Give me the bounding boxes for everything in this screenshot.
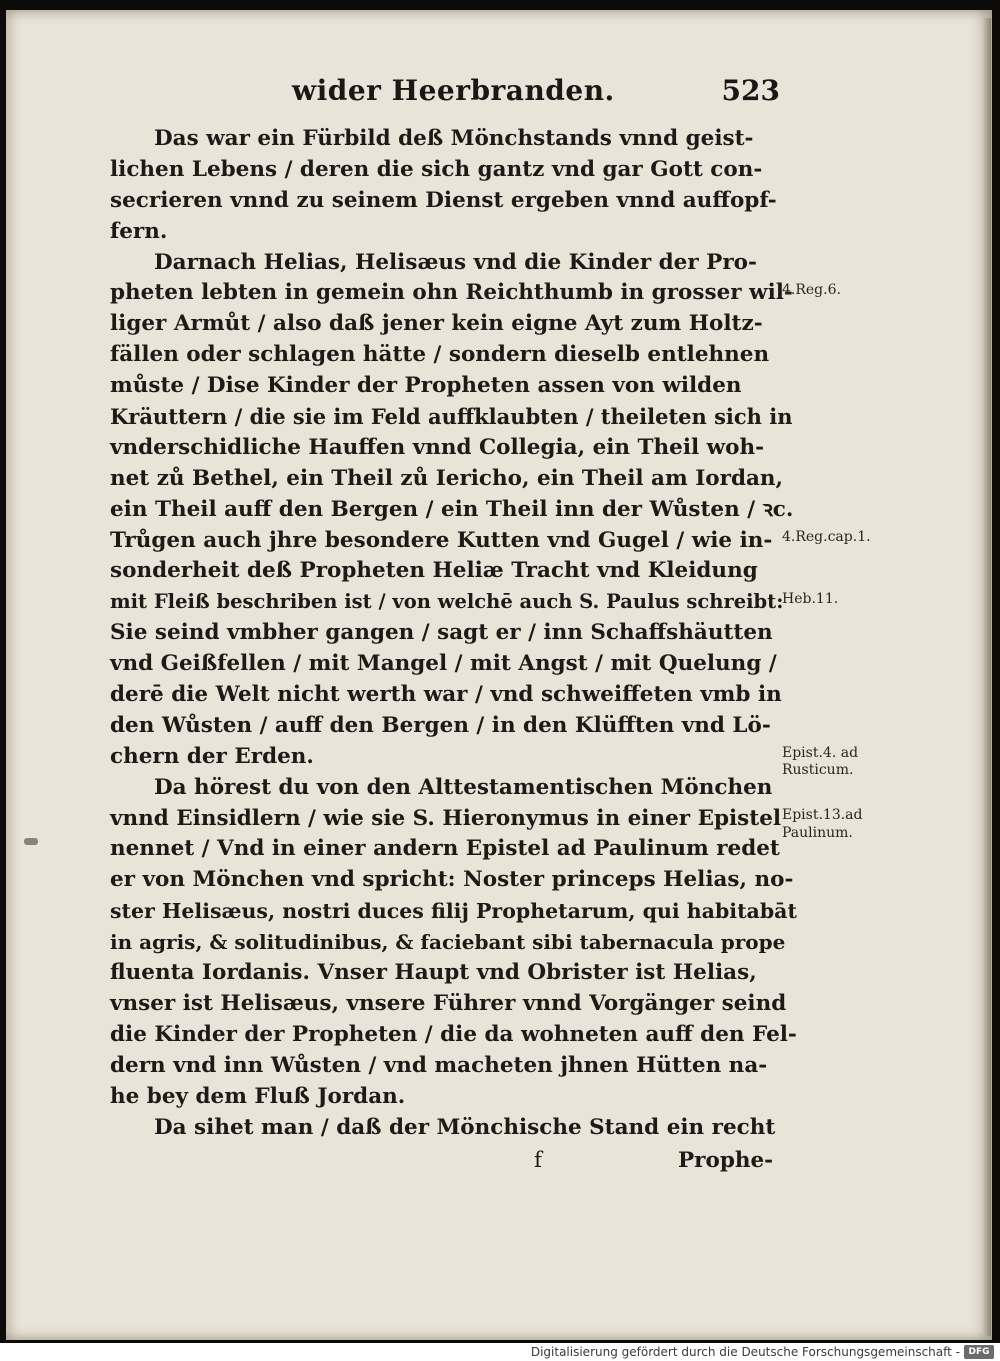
margin-note: 4.Reg.cap.1. [782, 528, 871, 545]
text-line: fluenta Iordanis. Vnser Haupt vnd Obrister ist Helias, [110, 960, 757, 986]
margin-note: Epist.4. ad [782, 745, 859, 761]
text-line: chern der Erden. [110, 743, 314, 769]
text-line: Da sihet man / daß der Mönchische Stand ein recht [154, 1114, 776, 1140]
text-line: Kräuttern / die sie im Feld auffklaubten / theileten sich in [110, 404, 793, 430]
text-line: derē die Welt nicht werth war / vnd schweiffeten vmb in [110, 682, 782, 708]
text-line: fällen oder schlagen hätte / sondern dieselb entlehnen [110, 342, 770, 368]
text-line: nennet / Vnd in einer andern Epistel ad Paulinum redet [110, 836, 780, 862]
text-line: vnd Geißfellen / mit Mangel / mit Angst / mit Quelung / [110, 651, 777, 677]
funding-notice: Digitalisierung gefördert durch die Deutsche Forschungsgemeinschaft - [530, 1345, 960, 1359]
dfg-logo: DFG [964, 1345, 994, 1359]
text-line: lichen Lebens / deren die sich gantz vnd gar Gott con- [110, 156, 763, 182]
text-line: můste / Dise Kinder der Propheten assen von wilden [110, 373, 742, 399]
text-line: net zů Bethel, ein Theil zů Iericho, ein Theil am Iordan, [110, 465, 784, 491]
text-line: ster Helisæus, nostri duces filij Prophetarum, qui habitabāt [110, 899, 797, 924]
margin-note: Paulinum. [782, 825, 853, 842]
catchword-line [110, 1148, 800, 1180]
text-line: Da hörest du von den Alttestamentischen Mönchen [154, 774, 773, 800]
text-line: Das war ein Fürbild deß Mönchstands vnnd geist- [154, 126, 754, 151]
text-line: Darnach Helias, Helisæus vnd die Kinder der Pro- [154, 249, 757, 275]
margin-note: 4.Reg.6. [782, 281, 841, 298]
signature-mark: f [534, 1148, 542, 1173]
text-line: mit Fleiß beschriben ist / von welchē auch S. Paulus schreibt: [110, 590, 784, 614]
text-line: Trůgen auch jhre besondere Kutten vnd Gugel / wie in- [110, 527, 773, 553]
margin-note: Epist.13.ad [782, 806, 863, 823]
text-line: ein Theil auff den Bergen / ein Theil inn der Wůsten / ꝛc. [110, 496, 794, 522]
text-line: in agris, & solitudinibus, & faciebant sibi tabernacula prope [110, 930, 786, 955]
text-line: die Kinder der Propheten / die da wohneten auff den Fel- [110, 1021, 797, 1047]
text-line: pheten lebten in gemein ohn Reichthumb in grosser wil- [110, 280, 793, 306]
body-text [110, 124, 800, 1143]
text-line: dern vnd inn Wůsten / vnd macheten jhnen Hütten na- [110, 1052, 768, 1078]
margin-note: Heb.11. [782, 590, 839, 607]
text-line: den Wůsten / auff den Bergen / in den Klüfften vnd Lö- [110, 712, 771, 738]
footer-bar [0, 1343, 1000, 1361]
text-line: Sie seind vmbher gangen / sagt er / inn Schaffshäutten [110, 620, 773, 646]
text-line: he bey dem Fluß Jordan. [110, 1083, 406, 1109]
margin-note: Rusticum. [782, 761, 854, 778]
text-line: vnnd Einsidlern / wie sie S. Hieronymus in einer Epistel [110, 805, 782, 831]
running-title: wider Heerbranden. [292, 74, 615, 107]
page-edge [983, 18, 991, 1336]
text-line: vnser ist Helisæus, vnsere Führer vnnd Vorgänger seind [110, 990, 787, 1016]
text-line: liger Armůt / also daß jener kein eigne Ayt zum Holtz- [110, 311, 763, 337]
catchword: Prophe- [678, 1148, 774, 1173]
text-line: er von Mönchen vnd spricht: Noster princeps Helias, no- [110, 867, 794, 893]
text-line: sonderheit deß Propheten Heliæ Tracht vnd Kleidung [110, 558, 758, 584]
text-line: vnderschidliche Hauffen vnnd Collegia, ein Theil woh- [110, 434, 765, 460]
text-line: secrieren vnnd zu seinem Dienst ergeben vnnd auffopf- [110, 187, 777, 213]
page-number: 523 [721, 74, 780, 107]
scan-speck [24, 838, 38, 845]
text-line: fern. [110, 218, 168, 244]
